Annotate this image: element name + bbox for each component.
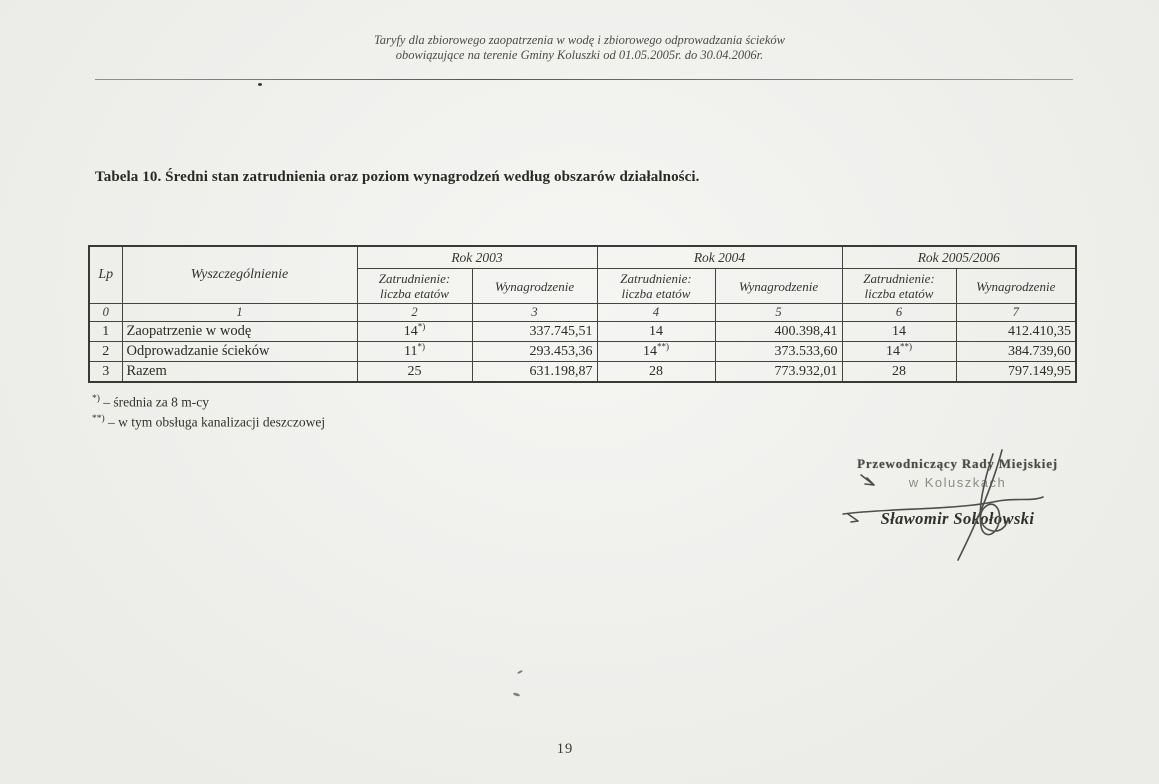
- col-group-year-2003: Rok 2003: [357, 246, 597, 269]
- row-lp: 2: [89, 342, 122, 362]
- table-cell: 337.745,51: [472, 322, 597, 342]
- table-cell: [357, 322, 472, 342]
- col-header-salary-2004: Wynagrodzenie: [715, 269, 842, 304]
- footnote-marker: **): [657, 341, 669, 351]
- footnote-text: – w tym obsługa kanalizacji deszczowej: [108, 414, 326, 429]
- footnote-marker: *): [92, 394, 100, 404]
- header-divider-rule: [95, 79, 1073, 80]
- row-lp: 1: [89, 322, 122, 342]
- col-header-employment-2004: [597, 269, 715, 304]
- ink-speck: [258, 83, 262, 86]
- cell-value: 28: [649, 363, 663, 379]
- page-number: 19: [556, 741, 574, 757]
- index-cell: 7: [956, 304, 1076, 322]
- employment-label-line2: liczba etatów: [380, 286, 449, 301]
- ink-speck: [513, 692, 521, 697]
- col-header-salary-2003: Wynagrodzenie: [472, 269, 597, 304]
- index-cell: 4: [597, 304, 715, 322]
- table-cell: [842, 322, 956, 342]
- index-cell: 2: [357, 304, 472, 322]
- table-row: [89, 342, 1076, 362]
- cell-value: 14: [403, 323, 418, 339]
- table-cell: 412.410,35: [956, 322, 1076, 342]
- table-cell: [357, 362, 472, 383]
- row-lp: 3: [89, 362, 122, 383]
- row-name: Odprowadzanie ścieków: [122, 342, 357, 362]
- cell-value: 25: [407, 363, 422, 379]
- table-column-index-row: [89, 304, 1076, 322]
- table-cell: [597, 362, 715, 383]
- signature-block: [835, 448, 1080, 563]
- row-name: Zaopatrzenie w wodę: [122, 322, 357, 342]
- cell-value: 14: [886, 343, 900, 359]
- col-header-specification: Wyszczególnienie: [122, 246, 357, 304]
- document-running-header: [0, 33, 1159, 63]
- table-cell: 293.453,36: [472, 342, 597, 362]
- table-cell: 384.739,60: [956, 342, 1076, 362]
- table-cell: 400.398,41: [715, 322, 842, 342]
- handwritten-signature: [835, 448, 1080, 563]
- cell-value: 14: [643, 343, 657, 359]
- col-header-salary-2005: Wynagrodzenie: [956, 269, 1076, 304]
- cell-value: 28: [892, 363, 906, 379]
- signer-name: Sławomir Sokołowski: [880, 509, 1035, 528]
- employment-label-line1: Zatrudnienie:: [863, 271, 935, 286]
- employment-label-line2: liczba etatów: [864, 286, 934, 301]
- col-header-lp: Lp: [89, 246, 122, 304]
- index-cell: 5: [715, 304, 842, 322]
- table-cell: [597, 322, 715, 342]
- header-line-2: obowiązujące na terenie Gminy Koluszki od 01.05.2005r. do 30.04.2006r.: [395, 48, 764, 62]
- employment-label-line2: liczba etatów: [621, 286, 691, 301]
- employment-label-line1: Zatrudnienie:: [378, 271, 451, 286]
- table-row: [89, 322, 1076, 342]
- table-row: [89, 362, 1076, 383]
- index-cell: 1: [122, 304, 357, 322]
- table-cell: [357, 342, 472, 362]
- index-cell: 3: [472, 304, 597, 322]
- table-header-row-years: [89, 246, 1076, 269]
- footnote-marker: *): [417, 341, 425, 351]
- cell-value: 11: [404, 343, 418, 359]
- header-line-1: Taryfy dla zbiorowego zaopatrzenia w wodę i zbiorowego odprowadzania ścieków: [373, 33, 785, 47]
- col-group-year-2004: Rok 2004: [597, 246, 842, 269]
- index-cell: 6: [842, 304, 956, 322]
- table-cell: [597, 342, 715, 362]
- employment-label-line1: Zatrudnienie:: [620, 271, 692, 286]
- row-name: Razem: [122, 362, 357, 383]
- index-cell: 0: [89, 304, 122, 322]
- footnote-line: [92, 391, 325, 411]
- footnote-marker: **): [900, 341, 912, 351]
- table-cell: 373.533,60: [715, 342, 842, 362]
- ink-speck: [517, 670, 523, 675]
- employment-salary-table: [88, 245, 1077, 383]
- table-cell: [842, 362, 956, 383]
- footnote-line: [92, 411, 325, 431]
- table-cell: 773.932,01: [715, 362, 842, 383]
- table-title: Tabela 10. Średni stan zatrudnienia oraz poziom wynagrodzeń według obszarów działalności.: [95, 169, 700, 185]
- cell-value: 14: [649, 323, 663, 339]
- stamp-title-line: Przewodniczący Rady Miejskiej: [857, 456, 1058, 471]
- col-header-employment-2003: [357, 269, 472, 304]
- footnote-marker: **): [92, 413, 105, 424]
- table-cell: [842, 342, 956, 362]
- footnote-marker: *): [417, 321, 426, 331]
- stamp-location-line: w Koluszkach: [908, 475, 1007, 490]
- col-header-employment-2005: [842, 269, 956, 304]
- table-cell: 631.198,87: [472, 362, 597, 383]
- footnotes: [92, 391, 325, 430]
- col-group-year-2005-2006: Rok 2005/2006: [842, 246, 1076, 269]
- footnote-text: – średnia za 8 m-cy: [103, 394, 210, 410]
- table-cell: 797.149,95: [956, 362, 1076, 383]
- cell-value: 14: [892, 323, 906, 339]
